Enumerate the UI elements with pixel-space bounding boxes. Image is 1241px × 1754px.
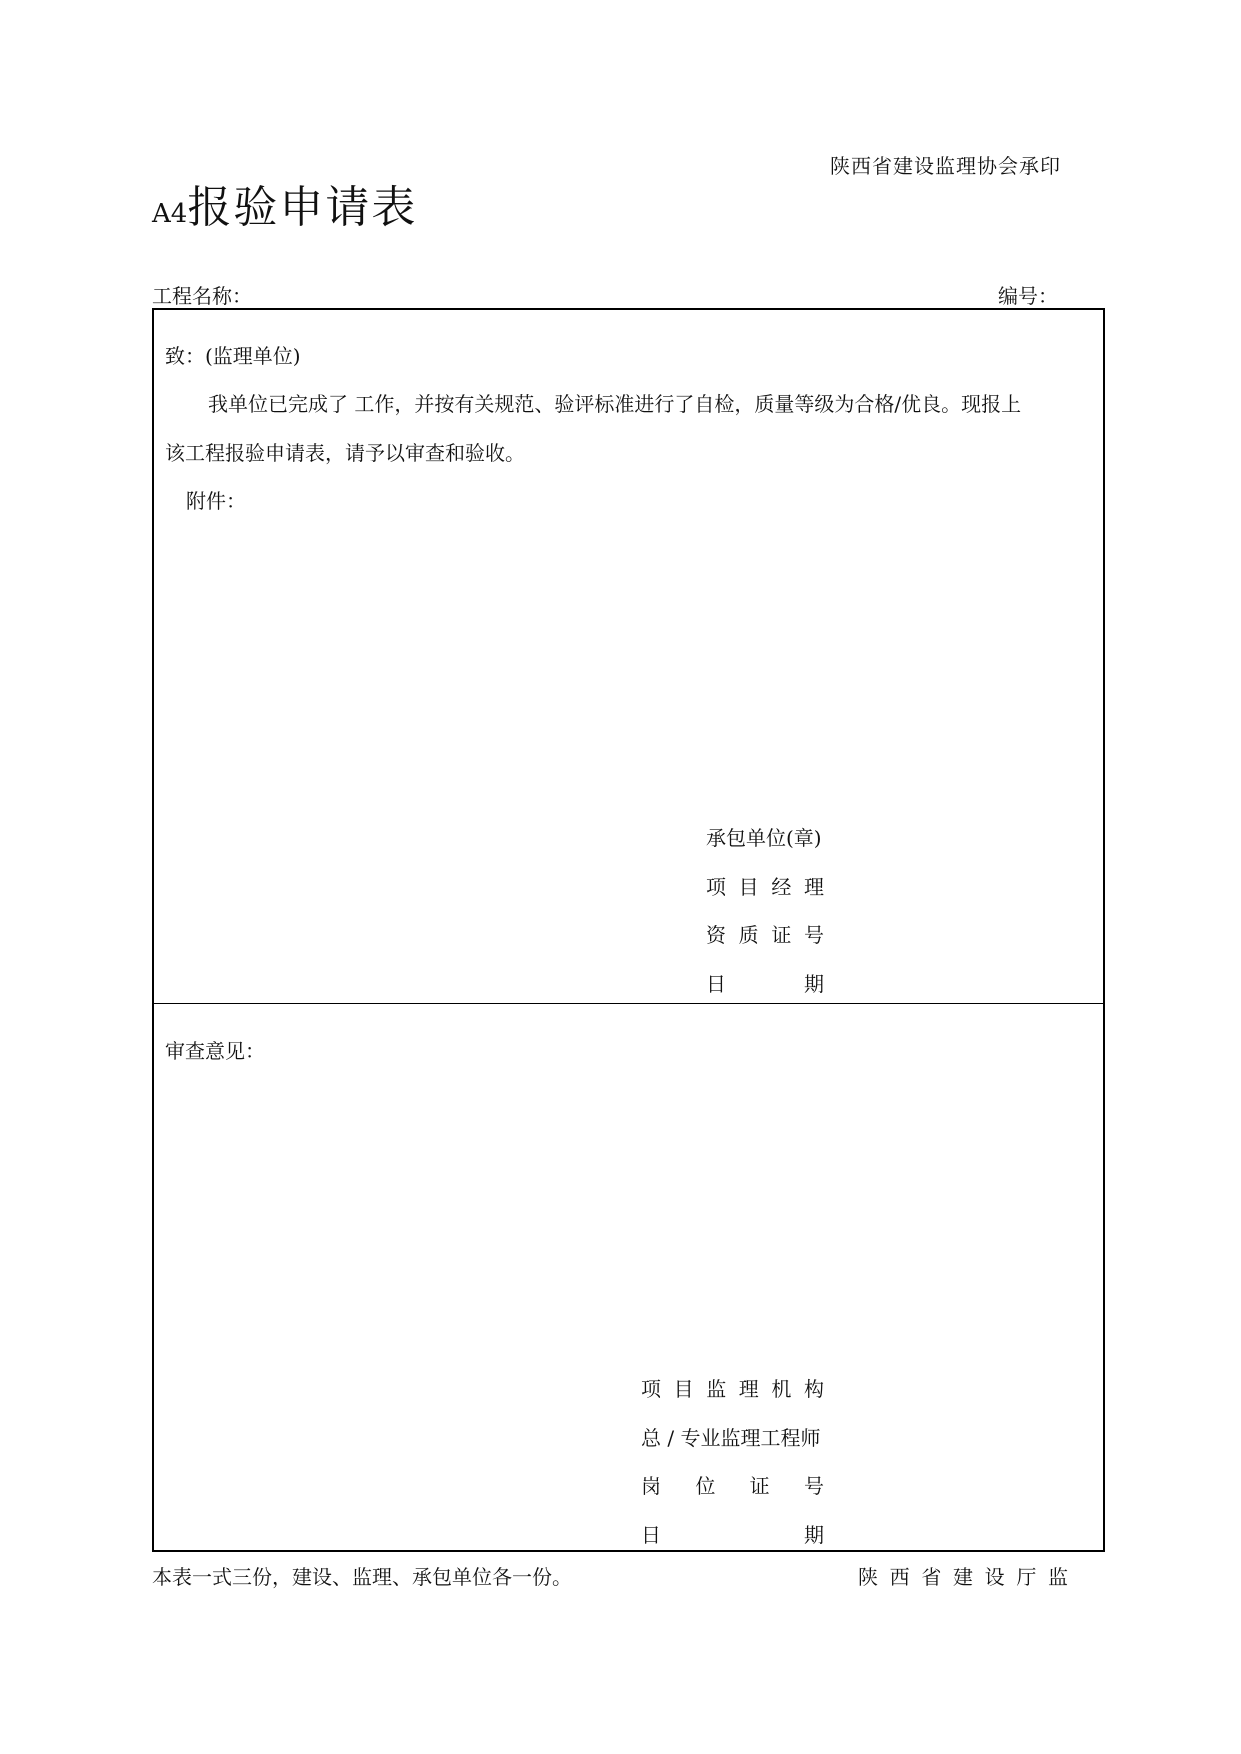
application-text-line-2: 该工程报验申请表，请予以审查和验收。 (165, 441, 525, 465)
form-code: A4 (152, 199, 188, 229)
addressee-line: 致：(监理单位) (165, 344, 301, 368)
application-date-label: 日期 (706, 972, 824, 996)
supervision-org-label: 项目监理机构 (641, 1377, 824, 1401)
review-opinion-label: 审查意见： (165, 1039, 265, 1063)
review-date-label: 日期 (641, 1523, 824, 1547)
form-title (152, 182, 418, 233)
issuer-note: 陕西省建设厅监 (858, 1565, 1068, 1589)
post-cert-no-label: 岗位证号 (641, 1474, 824, 1498)
publisher-note: 陕西省建设监理协会承印 (830, 154, 1061, 178)
project-name-label: 工程名称： (152, 284, 252, 308)
serial-no-label: 编号： (998, 284, 1058, 308)
project-manager-label: 项目经理 (706, 875, 824, 899)
form-title-text: 报验申请表 (187, 182, 418, 233)
supervision-engineer-label: 总 / 专业监理工程师 (641, 1426, 821, 1450)
application-text-line-1: 我单位已完成了 工作，并按有关规范、验评标准进行了自检，质量等级为合格/优良。现报上 (208, 392, 1022, 416)
section-divider (152, 1003, 1105, 1004)
qualification-no-label: 资质证号 (706, 923, 824, 947)
contractor-seal-label: 承包单位(章) (706, 826, 822, 850)
attachment-label: 附件： (186, 489, 246, 513)
copies-note: 本表一式三份，建设、监理、承包单位各一份。 (152, 1565, 572, 1589)
form-table (152, 308, 1105, 1552)
